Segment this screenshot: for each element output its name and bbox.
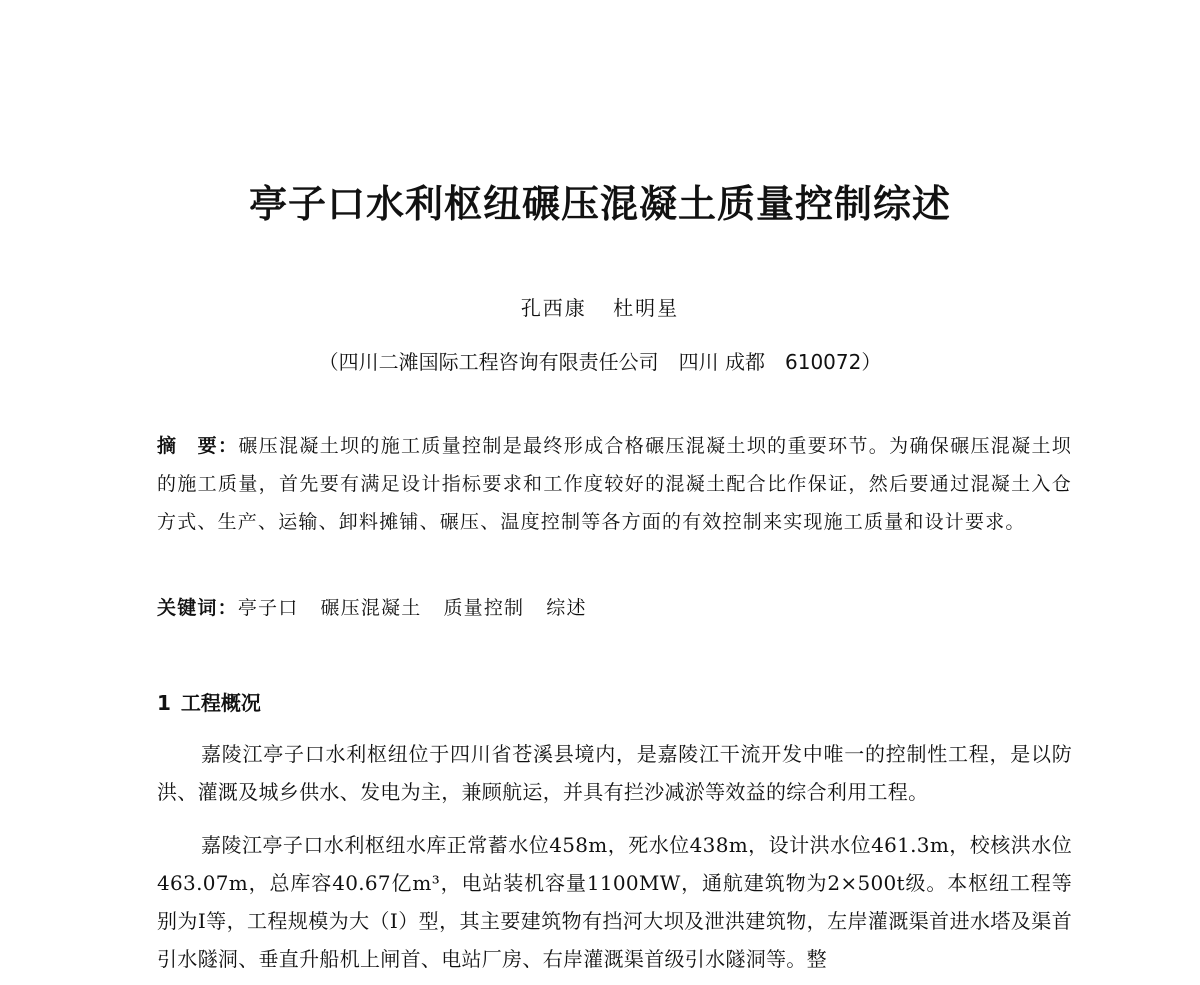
section-number: 1 xyxy=(157,691,171,715)
keywords-label: 关键词： xyxy=(157,597,238,619)
abstract-label: 摘 要： xyxy=(157,435,239,457)
keyword: 亭子口 xyxy=(237,597,299,619)
body-paragraph: 嘉陵江亭子口水利枢纽位于四川省苍溪县境内，是嘉陵江干流开发中唯一的控制性工程，是以防洪、灌溉及城乡供水、发电为主，兼顾航运，并具有拦沙减淤等效益的综合利用工程。 xyxy=(157,742,1072,804)
section-heading xyxy=(157,687,261,719)
section-title: 工程概况 xyxy=(180,691,261,715)
author-affiliation: （四川二滩国际工程咨询有限责任公司 四川 成都 610072） xyxy=(318,350,882,374)
keyword: 碾压混凝土 xyxy=(320,597,422,619)
keyword: 质量控制 xyxy=(443,597,525,619)
keywords xyxy=(157,592,1072,624)
paper-title: 亭子口水利枢纽碾压混凝土质量控制综述 xyxy=(248,182,951,226)
author-name: 杜明星 xyxy=(613,296,680,320)
keyword: 综述 xyxy=(546,597,587,619)
abstract-text: 碾压混凝土坝的施工质量控制是最终形成合格碾压混凝土坝的重要环节。为确保碾压混凝土坝的施工质量，首先要有满足设计指标要求和工作度较好的混凝土配合比作保证，然后要通过混凝土入仓方式、生产、运输、卸料摊铺、碾压、温度控制等各方面的有效控制来实现施工质量和设计要求。 xyxy=(157,435,1073,533)
author-list xyxy=(0,293,1200,323)
body-paragraph: 嘉陵江亭子口水利枢纽水库正常蓄水位458m，死水位438m，设计洪水位461.3m，校核洪水位463.07m，总库容40.67亿m³，电站装机容量1100MW，通航建筑物为2×500t级。本枢纽工程等别为Ⅰ等，工程规模为大（Ⅰ）型，其主要建筑物有挡河大坝及泄洪建筑物，左岸灌溉渠首进水塔及渠首引水隧洞、垂直升船机上闸首、电站厂房、右岸灌溉渠首级引水隧洞等。整 xyxy=(157,833,1072,971)
author-name: 孔西康 xyxy=(520,296,587,320)
abstract xyxy=(157,427,1072,541)
